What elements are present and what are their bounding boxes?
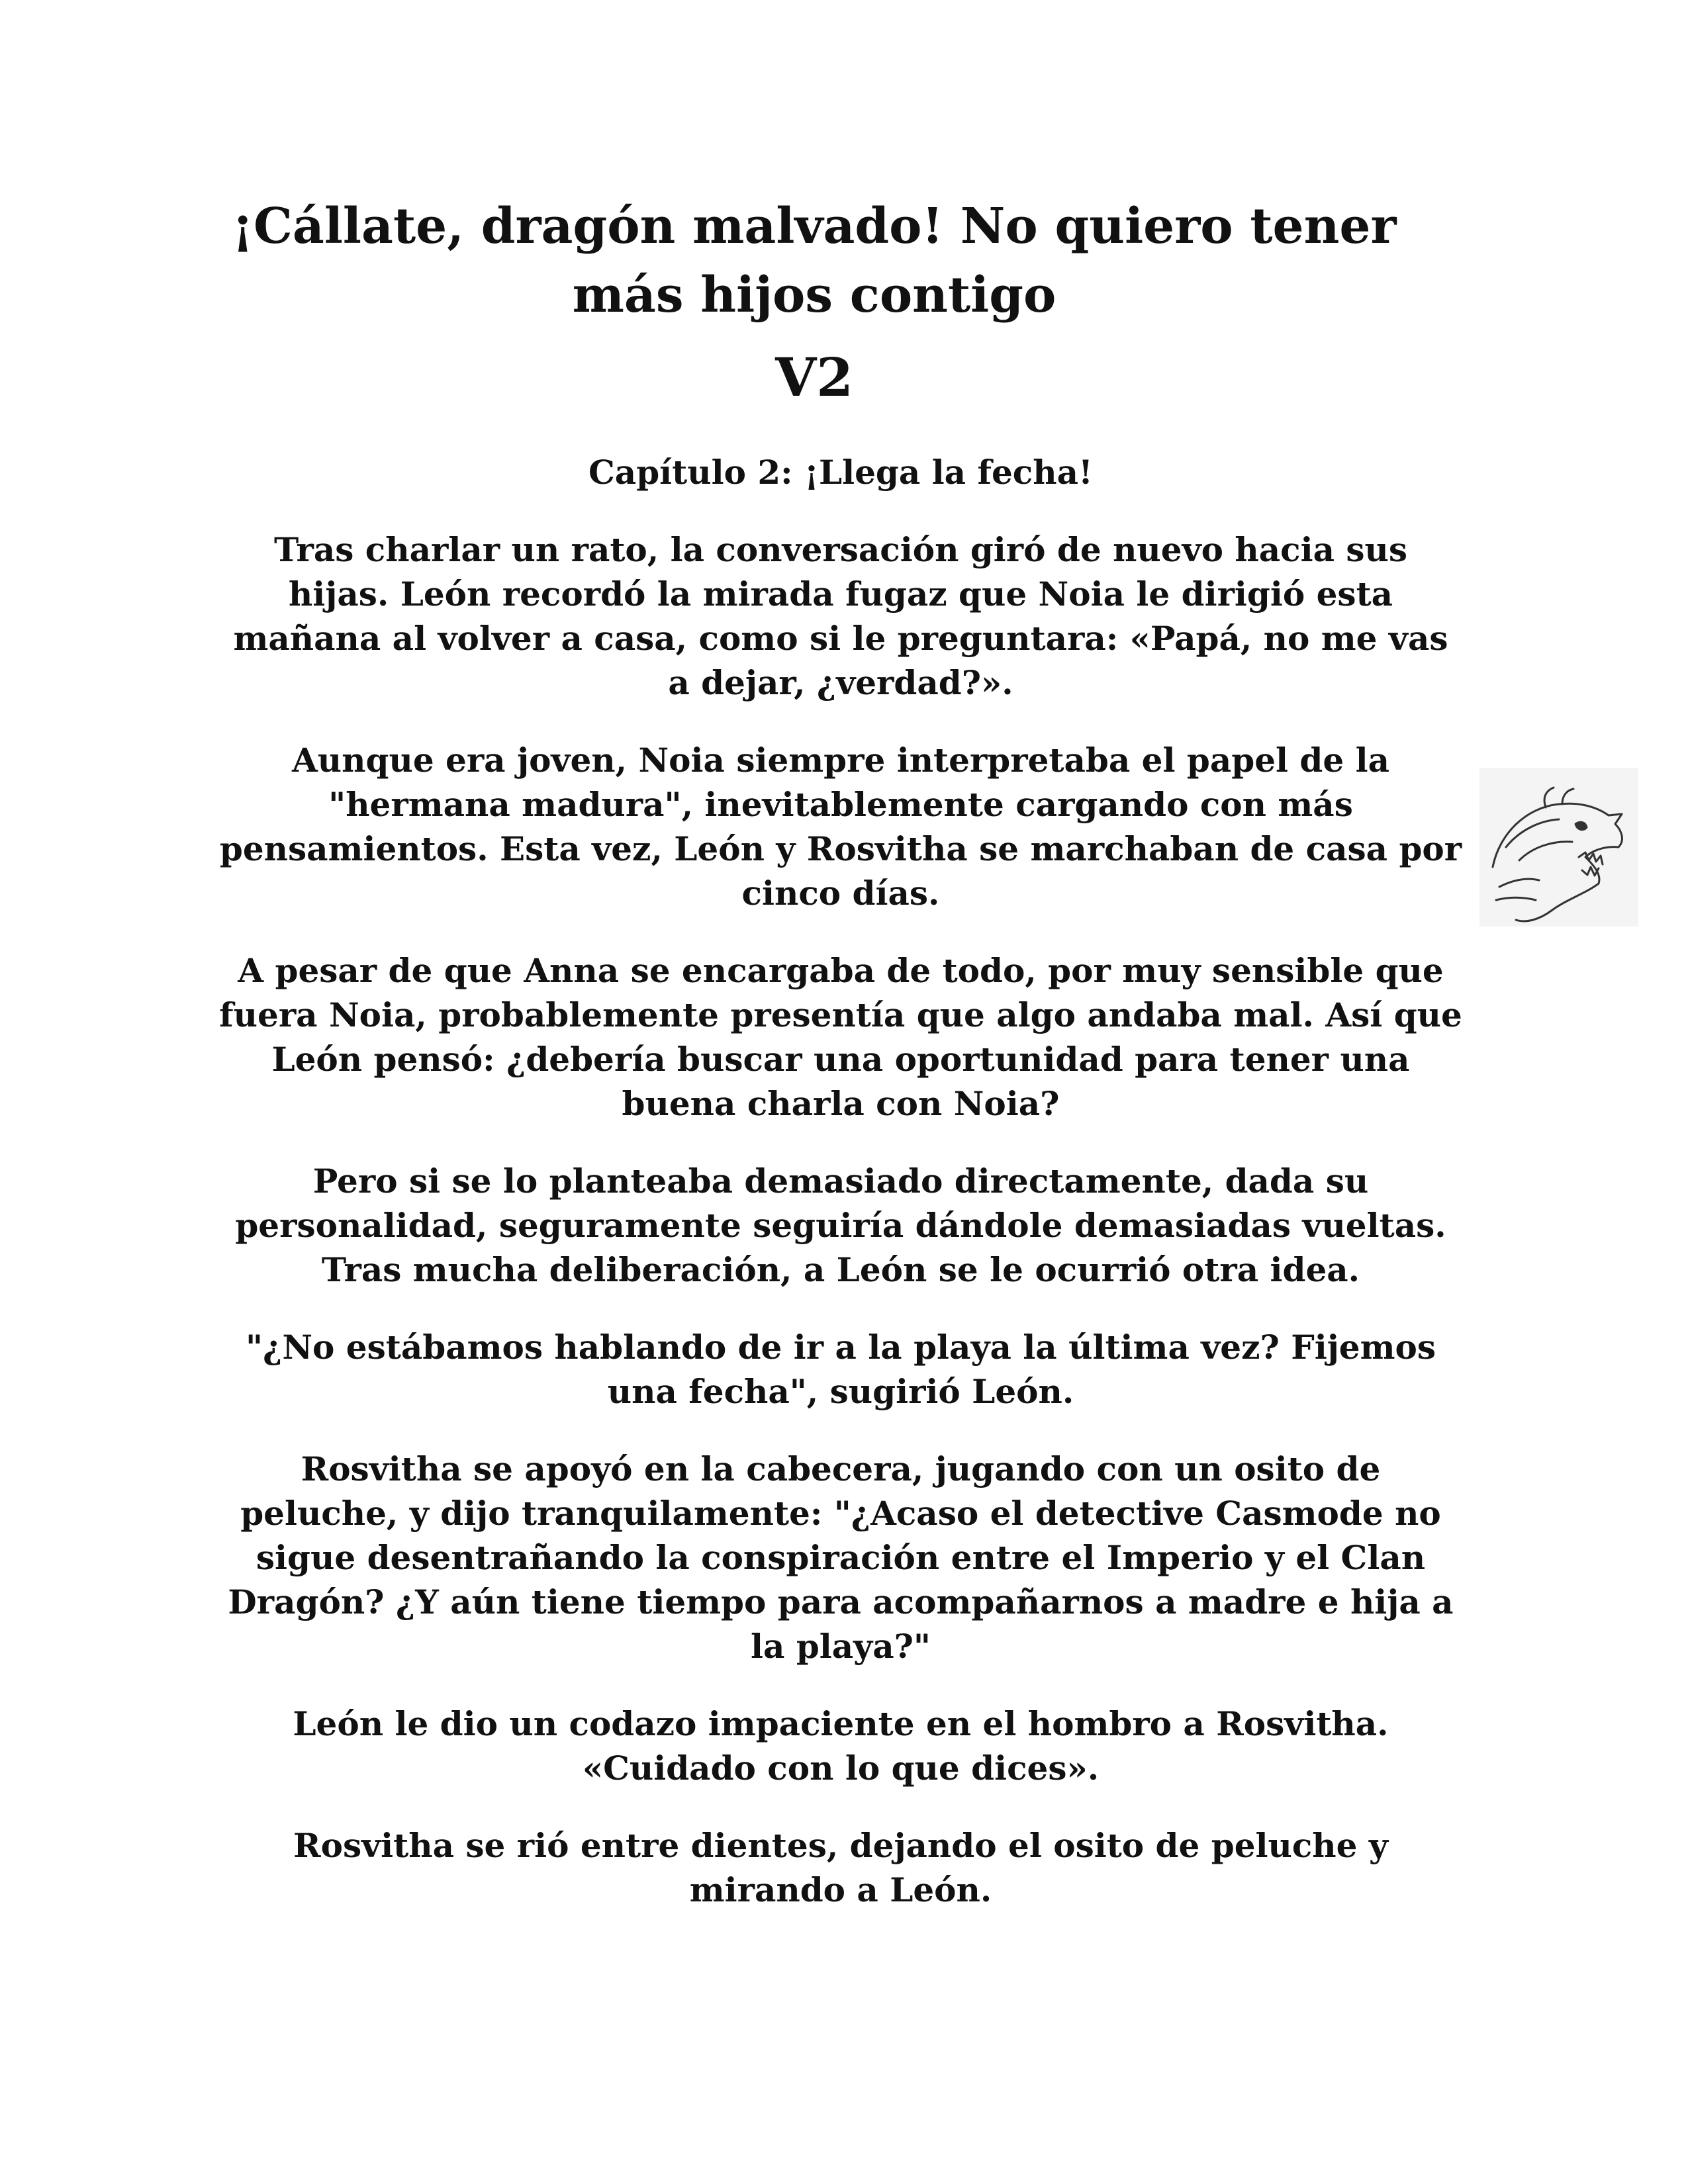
paragraph: Aunque era joven, Noia siempre interpretaba el papel de la "hermana madura", inevitablemente cargando con más pensamientos. Esta vez, León y Rosvitha se marchaban de casa por cinco días. xyxy=(219,741,1462,913)
paragraph: "¿No estábamos hablando de ir a la playa la última vez? Fijemos una fecha", sugirió León. xyxy=(245,1328,1436,1411)
chapter-body xyxy=(218,450,1463,1945)
paragraph: Rosvitha se apoyó en la cabecera, jugando con un osito de peluche, y dijo tranquilamente: "¿Acaso el detective Casmode no sigue desentrañando la conspiración entre el Imperio y el Clan Dragón? ¿Y aún tiene tiempo para acompañarnos a madre e hija a la playa?" xyxy=(228,1449,1454,1666)
volume-label: V2 xyxy=(775,346,853,408)
paragraph: Tras charlar un rato, la conversación giró de nuevo hacia sus hijas. León recordó la mirada fugaz que Noia le dirigió esta mañana al volver a casa, como si le preguntara: «Papá, no me vas a dejar, ¿verdad?». xyxy=(233,530,1448,702)
chapter-heading: Capítulo 2: ¡Llega la fecha! xyxy=(588,453,1093,492)
paragraph: Pero si se lo planteaba demasiado directamente, dada su personalidad, seguramente seguiría dándole demasiadas vueltas. Tras mucha deliberación, a León se le ocurrió otra idea. xyxy=(235,1161,1446,1289)
dragon-head-sketch-icon xyxy=(1479,768,1638,927)
paragraph: León le dio un codazo impaciente en el hombro a Rosvitha. «Cuidado con lo que dices». xyxy=(293,1704,1389,1788)
paragraph: A pesar de que Anna se encargaba de todo, por muy sensible que fuera Noia, probablemente presentía que algo andaba mal. Así que León pensó: ¿debería buscar una oportunidad para tener una buena charla con Noia? xyxy=(219,951,1462,1123)
book-title: ¡Cállate, dragón malvado! No quiero tener más hijos contigo xyxy=(232,198,1397,324)
paragraph: Rosvitha se rió entre dientes, dejando el osito de peluche y mirando a León. xyxy=(293,1826,1388,1909)
